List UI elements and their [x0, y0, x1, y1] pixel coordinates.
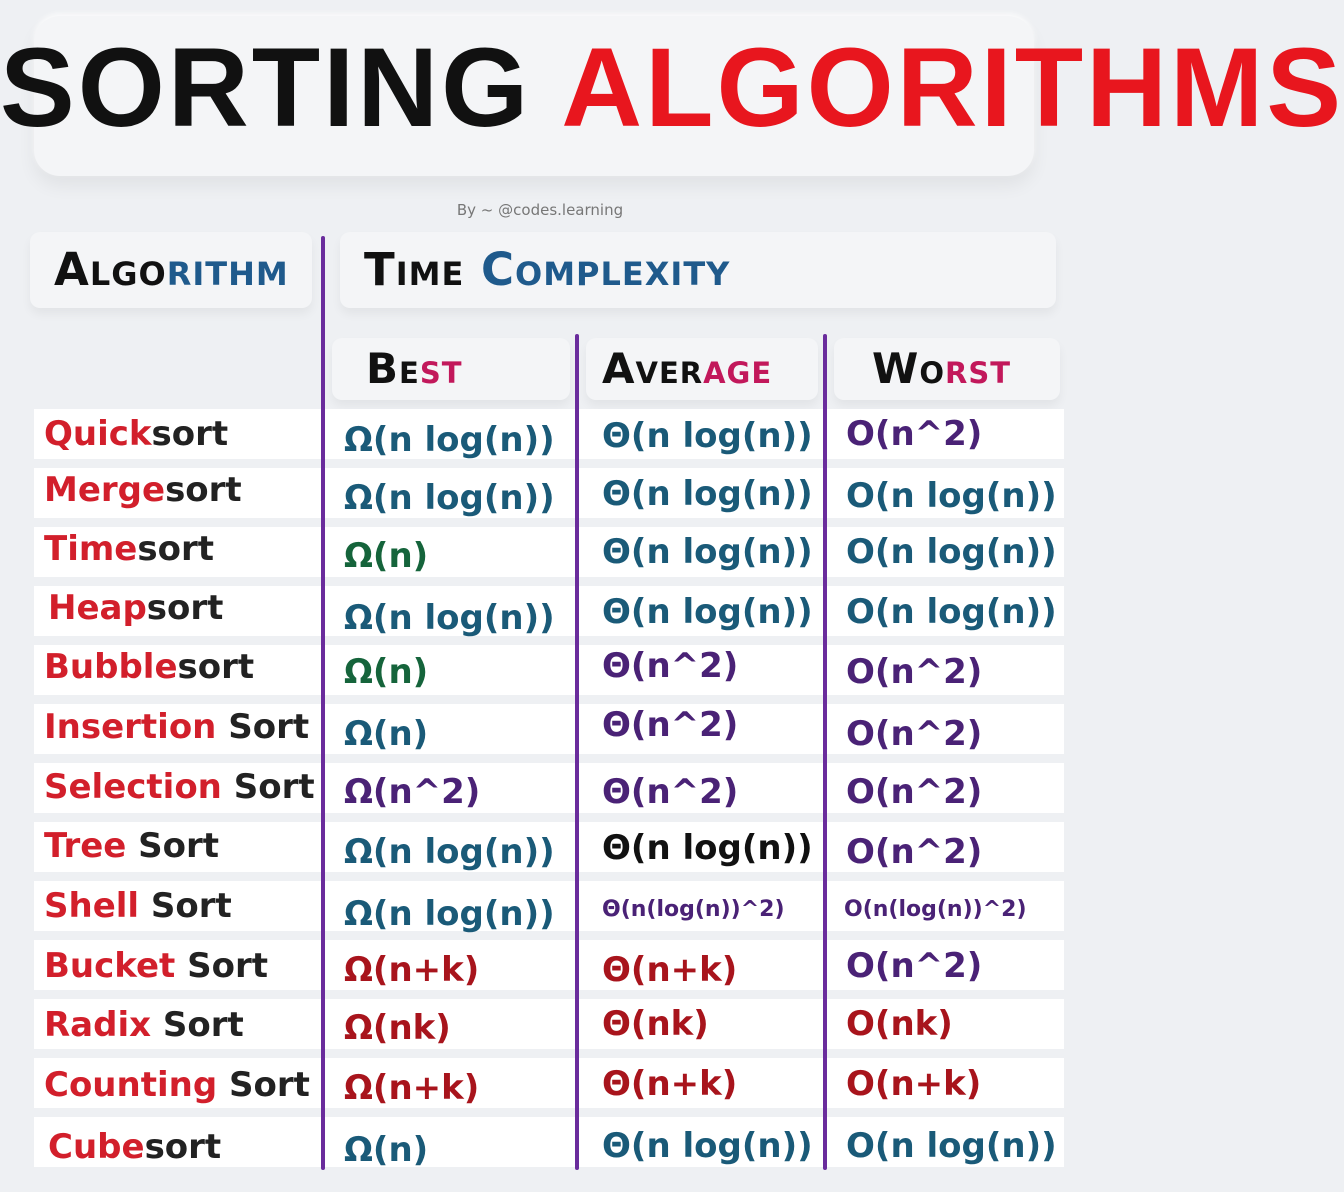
- average-case: Θ(n(log(n))^2): [602, 897, 785, 922]
- algorithm-name-rest: sort: [151, 414, 229, 454]
- divider-average-worst: [823, 334, 827, 1170]
- worst-case: O(n^2): [846, 414, 983, 454]
- average-case: Θ(n+k): [602, 950, 738, 990]
- byline: By ~ @codes.learning: [456, 201, 624, 219]
- average-case: Θ(n^2): [602, 772, 739, 812]
- algorithm-name-rest: Sort: [217, 1065, 310, 1105]
- worst-case: O(n^2): [846, 714, 983, 754]
- best-case: Ω(n): [344, 536, 429, 576]
- algorithm-name-highlight: Bubble: [44, 647, 178, 687]
- title-part-sorting: SORTING: [0, 25, 532, 150]
- algorithm-name: [44, 414, 228, 454]
- average-header: [602, 343, 772, 395]
- algorithm-name: [48, 588, 223, 628]
- worst-case: O(n^2): [846, 652, 983, 692]
- average-case: Θ(n^2): [602, 705, 739, 745]
- algorithm-name-rest: sort: [137, 529, 214, 569]
- best-case: Ω(n log(n)): [344, 420, 555, 460]
- worst-case: O(n+k): [846, 1064, 982, 1104]
- average-case: Θ(n log(n)): [602, 474, 813, 514]
- algorithm-header-part-b: rithm: [166, 243, 289, 296]
- algorithm-name: [44, 1065, 310, 1105]
- algorithm-name: [44, 767, 315, 807]
- algorithm-name-highlight: Heap: [48, 588, 147, 628]
- average-case: Θ(n+k): [602, 1064, 738, 1104]
- algorithm-name-rest: sort: [144, 1127, 222, 1167]
- algorithm-name: [44, 470, 242, 510]
- best-case: Ω(n+k): [344, 950, 480, 990]
- average-case: Θ(n^2): [602, 646, 739, 686]
- algorithm-name-rest: Sort: [126, 826, 220, 866]
- algorithm-name-highlight: Cube: [48, 1127, 145, 1167]
- best-case: Ω(nk): [344, 1008, 451, 1048]
- algorithm-name-highlight: Selection: [44, 767, 222, 807]
- best-header-part-a: Be: [366, 344, 420, 393]
- worst-header-part-b: rst: [944, 344, 1011, 393]
- average-header-part-b: age: [703, 344, 773, 393]
- worst-case: O(n^2): [846, 946, 983, 986]
- best-case: Ω(n+k): [344, 1068, 480, 1108]
- best-header: [366, 343, 463, 395]
- divider-best-average: [575, 334, 579, 1170]
- worst-header: [872, 343, 1011, 395]
- best-header-part-b: st: [419, 344, 463, 393]
- average-header-part-a: Aver: [602, 344, 704, 393]
- time-complexity-header-part-b: Complexity: [480, 243, 731, 296]
- algorithm-name-highlight: Time: [44, 529, 138, 569]
- algorithm-name-rest: Sort: [221, 767, 315, 807]
- algorithm-name-highlight: Bucket: [44, 946, 176, 986]
- algorithm-name-highlight: Merge: [44, 470, 166, 510]
- algorithm-name-highlight: Radix: [44, 1005, 152, 1045]
- best-case: Ω(n log(n)): [344, 832, 555, 872]
- worst-header-part-a: Wo: [872, 344, 945, 393]
- average-case: Θ(n log(n)): [602, 532, 813, 572]
- algorithm-name: [44, 529, 214, 569]
- algorithm-name-highlight: Insertion: [44, 707, 217, 747]
- algorithm-name-rest: sort: [165, 470, 242, 510]
- divider-algorithm: [321, 236, 325, 1170]
- worst-case: O(n^2): [846, 832, 983, 872]
- algorithm-name-highlight: Counting: [44, 1065, 218, 1105]
- algorithm-name: [44, 826, 219, 866]
- best-case: Ω(n log(n)): [344, 598, 555, 638]
- time-complexity-header: [364, 244, 730, 296]
- algorithm-name-highlight: Quick: [44, 414, 152, 454]
- algorithm-name-highlight: Tree: [44, 826, 127, 866]
- average-case: Θ(n log(n)): [602, 592, 813, 632]
- best-case: Ω(n^2): [344, 772, 481, 812]
- algorithm-name: [44, 946, 268, 986]
- algorithm-name: [44, 707, 309, 747]
- algorithm-name: [44, 886, 232, 926]
- title-part-algorithms: ALGORITHMS: [561, 25, 1344, 150]
- algorithm-name-rest: Sort: [216, 707, 310, 747]
- best-case: Ω(n): [344, 1130, 429, 1170]
- algorithm-name-rest: Sort: [151, 1005, 244, 1045]
- algorithm-header-part-a: Algo: [54, 243, 167, 296]
- average-case: Θ(n log(n)): [602, 1126, 813, 1166]
- algorithm-name: [44, 647, 254, 687]
- algorithm-name: [44, 1005, 244, 1045]
- worst-case: O(n log(n)): [846, 476, 1057, 516]
- best-case: Ω(n): [344, 652, 429, 692]
- algorithm-name-rest: sort: [146, 588, 224, 628]
- average-case: Θ(nk): [602, 1004, 709, 1044]
- worst-case: O(nk): [846, 1004, 953, 1044]
- worst-case: O(n(log(n))^2): [844, 897, 1027, 922]
- algorithm-name-rest: Sort: [139, 886, 232, 926]
- page-title: [0, 25, 1344, 150]
- best-case: Ω(n): [344, 714, 429, 754]
- worst-case: O(n log(n)): [846, 532, 1057, 572]
- best-case: Ω(n log(n)): [344, 894, 555, 934]
- average-case: Θ(n log(n)): [602, 828, 813, 868]
- time-complexity-header-part-a: Time: [364, 243, 465, 296]
- best-case: Ω(n log(n)): [344, 478, 555, 518]
- worst-case: O(n log(n)): [846, 1126, 1057, 1166]
- worst-case: O(n log(n)): [846, 592, 1057, 632]
- average-case: Θ(n log(n)): [602, 416, 813, 456]
- algorithm-name: [48, 1127, 221, 1167]
- algorithm-name-rest: Sort: [175, 946, 268, 986]
- worst-case: O(n^2): [846, 772, 983, 812]
- algorithm-name-rest: sort: [177, 647, 255, 687]
- algorithm-name-highlight: Shell: [44, 886, 140, 926]
- algorithm-header: [54, 244, 289, 296]
